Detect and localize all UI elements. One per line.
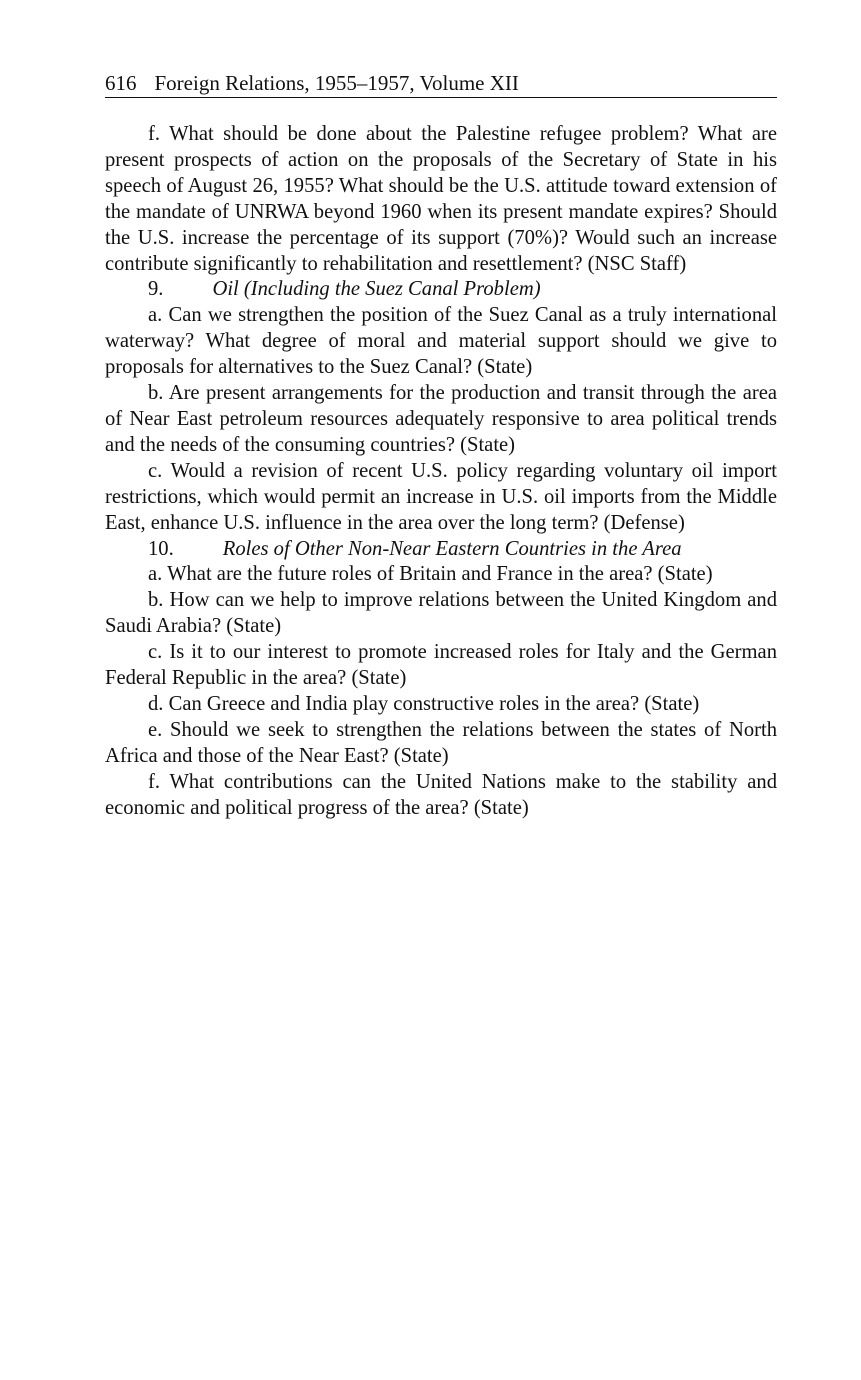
section-heading-oil [105,277,777,303]
paragraph-roles-b: b. How can we help to improve relations between the United Kingdom and Saudi Arabia? (State) [105,589,777,638]
running-head [105,70,777,98]
section-heading-roles [105,537,777,563]
running-title: Foreign Relations, 1955–1957, Volume XII [154,71,519,95]
paragraph-roles-e: e. Should we seek to strengthen the relations between the states of North Africa and those of the Near East? (State) [105,718,777,767]
body-text [105,122,777,821]
paragraph-roles-a: a. What are the future roles of Britain and France in the area? (State) [148,563,713,586]
paragraph-roles-c: c. Is it to our interest to promote increased roles for Italy and the German Federal Republic in the area? (State) [105,641,777,690]
paragraph-oil-b: b. Are present arrangements for the production and transit through the area of Near East petroleum resources adequately responsive to area political trends and the needs of the consuming countries? (State) [105,382,777,456]
section-title: Roles of Other Non-Near Eastern Countries in the Area [222,537,682,560]
paragraph-oil-c: c. Would a revision of recent U.S. policy regarding voluntary oil import restrictions, which would permit an increase in U.S. oil imports from the Middle East, enhance U.S. influence in the area over the long term? (Defense) [105,459,777,534]
paragraph-oil-a: a. Can we strengthen the position of the Suez Canal as a truly international waterway? What degree of moral and material support should we give to proposals for alternatives to the Suez Canal? (State) [105,304,777,379]
section-number: 10. [148,537,174,560]
page-number: 616 [105,71,137,95]
paragraph-refugee-problem: f. What should be done about the Palestine refugee problem? What are present prospects of action on the proposals of the Secretary of State in his speech of August 26, 1955? What should be the U.S. attitude toward extension of the mandate of UNRWA beyond 1960 when its present mandate expires? Should the U.S. increase the percentage of its support (70%)? Would such an increase contribute significantly to rehabilitation and resettlement? (NSC Staff) [105,123,777,275]
document-page [105,70,777,821]
section-number: 9. [148,278,164,301]
paragraph-roles-d: d. Can Greece and India play constructive roles in the area? (State) [148,692,700,715]
paragraph-roles-f: f. What contributions can the United Nations make to the stability and economic and political progress of the area? (State) [105,770,777,819]
section-title: Oil (Including the Suez Canal Problem) [212,278,541,301]
